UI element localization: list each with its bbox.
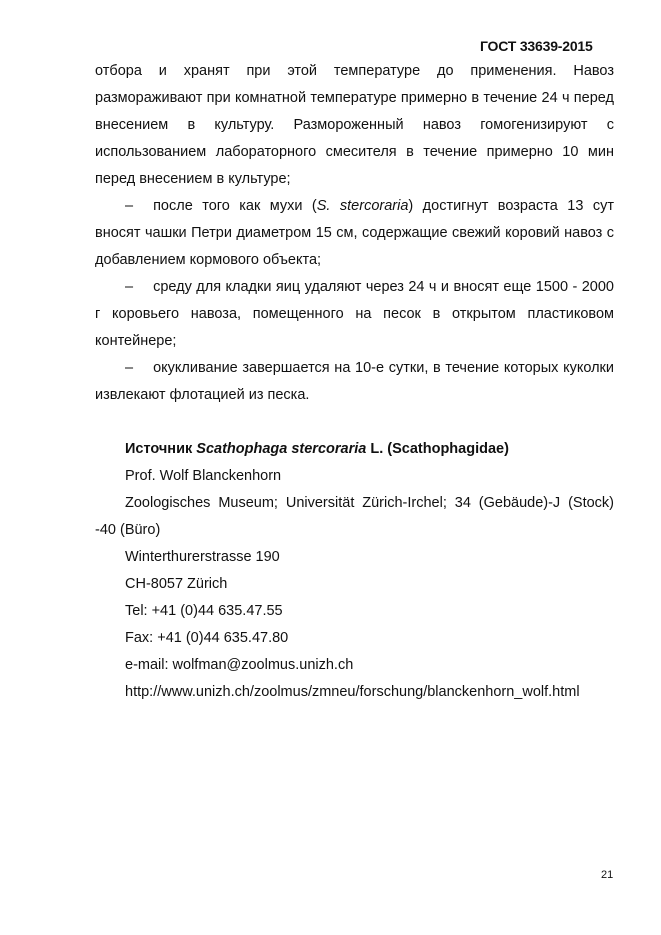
contact-city: CH-8057 Zürich [125, 576, 228, 592]
source-heading-prefix: Источник [125, 441, 197, 457]
contact-name: Prof. Wolf Blanckenhorn [125, 468, 282, 484]
list-dash: – [125, 198, 134, 214]
source-heading-suffix: L. (Scathophagidae) [366, 441, 509, 457]
list-item-text: окукливание завершается на 10-е сутки, в течение которых куколки извлекают флотацией из песка. [95, 360, 614, 403]
list-item [95, 274, 614, 355]
paragraph-continuation: отбора и хранят при этой температуре до применения. Навоз размораживают при комнатной температуре примерно в течение 24 ч перед внесением в культуру. Размороженный навоз гомогенизируют с использованием лабораторного смесителя в течение примерно 10 мин перед внесением в культуре; [95, 63, 614, 187]
contact-url[interactable]: http://www.unizh.ch/zoolmus/zmneu/forschung/blanckenhorn_wolf.html [125, 684, 580, 700]
contact-street: Winterthurerstrasse 190 [125, 549, 280, 565]
list-item-text: после того как мухи ( [153, 198, 317, 214]
list-dash: – [125, 279, 134, 295]
contact-fax: Fax: +41 (0)44 635.47.80 [125, 630, 289, 646]
standard-designation: ГОСТ 33639-2015 [480, 38, 593, 54]
document-body [95, 58, 614, 706]
list-item [95, 355, 614, 409]
page-number: 21 [601, 869, 614, 881]
list-item [95, 193, 614, 274]
list-item-text: ) достигнут возраста 13 сут вносят чашки Петри диаметром 15 см, содержащие свежий коровий навоз с добавлением кормового объекта; [95, 198, 614, 268]
contact-tel: Tel: +41 (0)44 635.47.55 [125, 603, 283, 619]
list-dash: – [125, 360, 134, 376]
source-heading [95, 436, 614, 463]
contact-email: e-mail: wolfman@zoolmus.unizh.ch [125, 657, 354, 673]
list-item-text: среду для кладки яиц удаляют через 24 ч и вносят еще 1500 - 2000 г коровьего навоза, помещенного на песок в открытом пластиковом контейнере; [95, 279, 614, 349]
contact-institution: Zoologisches Museum; Universität Zürich-Irchel; 34 (Gebäude)-J (Stock) -40 (Büro) [95, 495, 614, 538]
species-name: S. stercoraria [316, 198, 409, 214]
source-species: Scathophaga stercoraria [196, 441, 367, 457]
